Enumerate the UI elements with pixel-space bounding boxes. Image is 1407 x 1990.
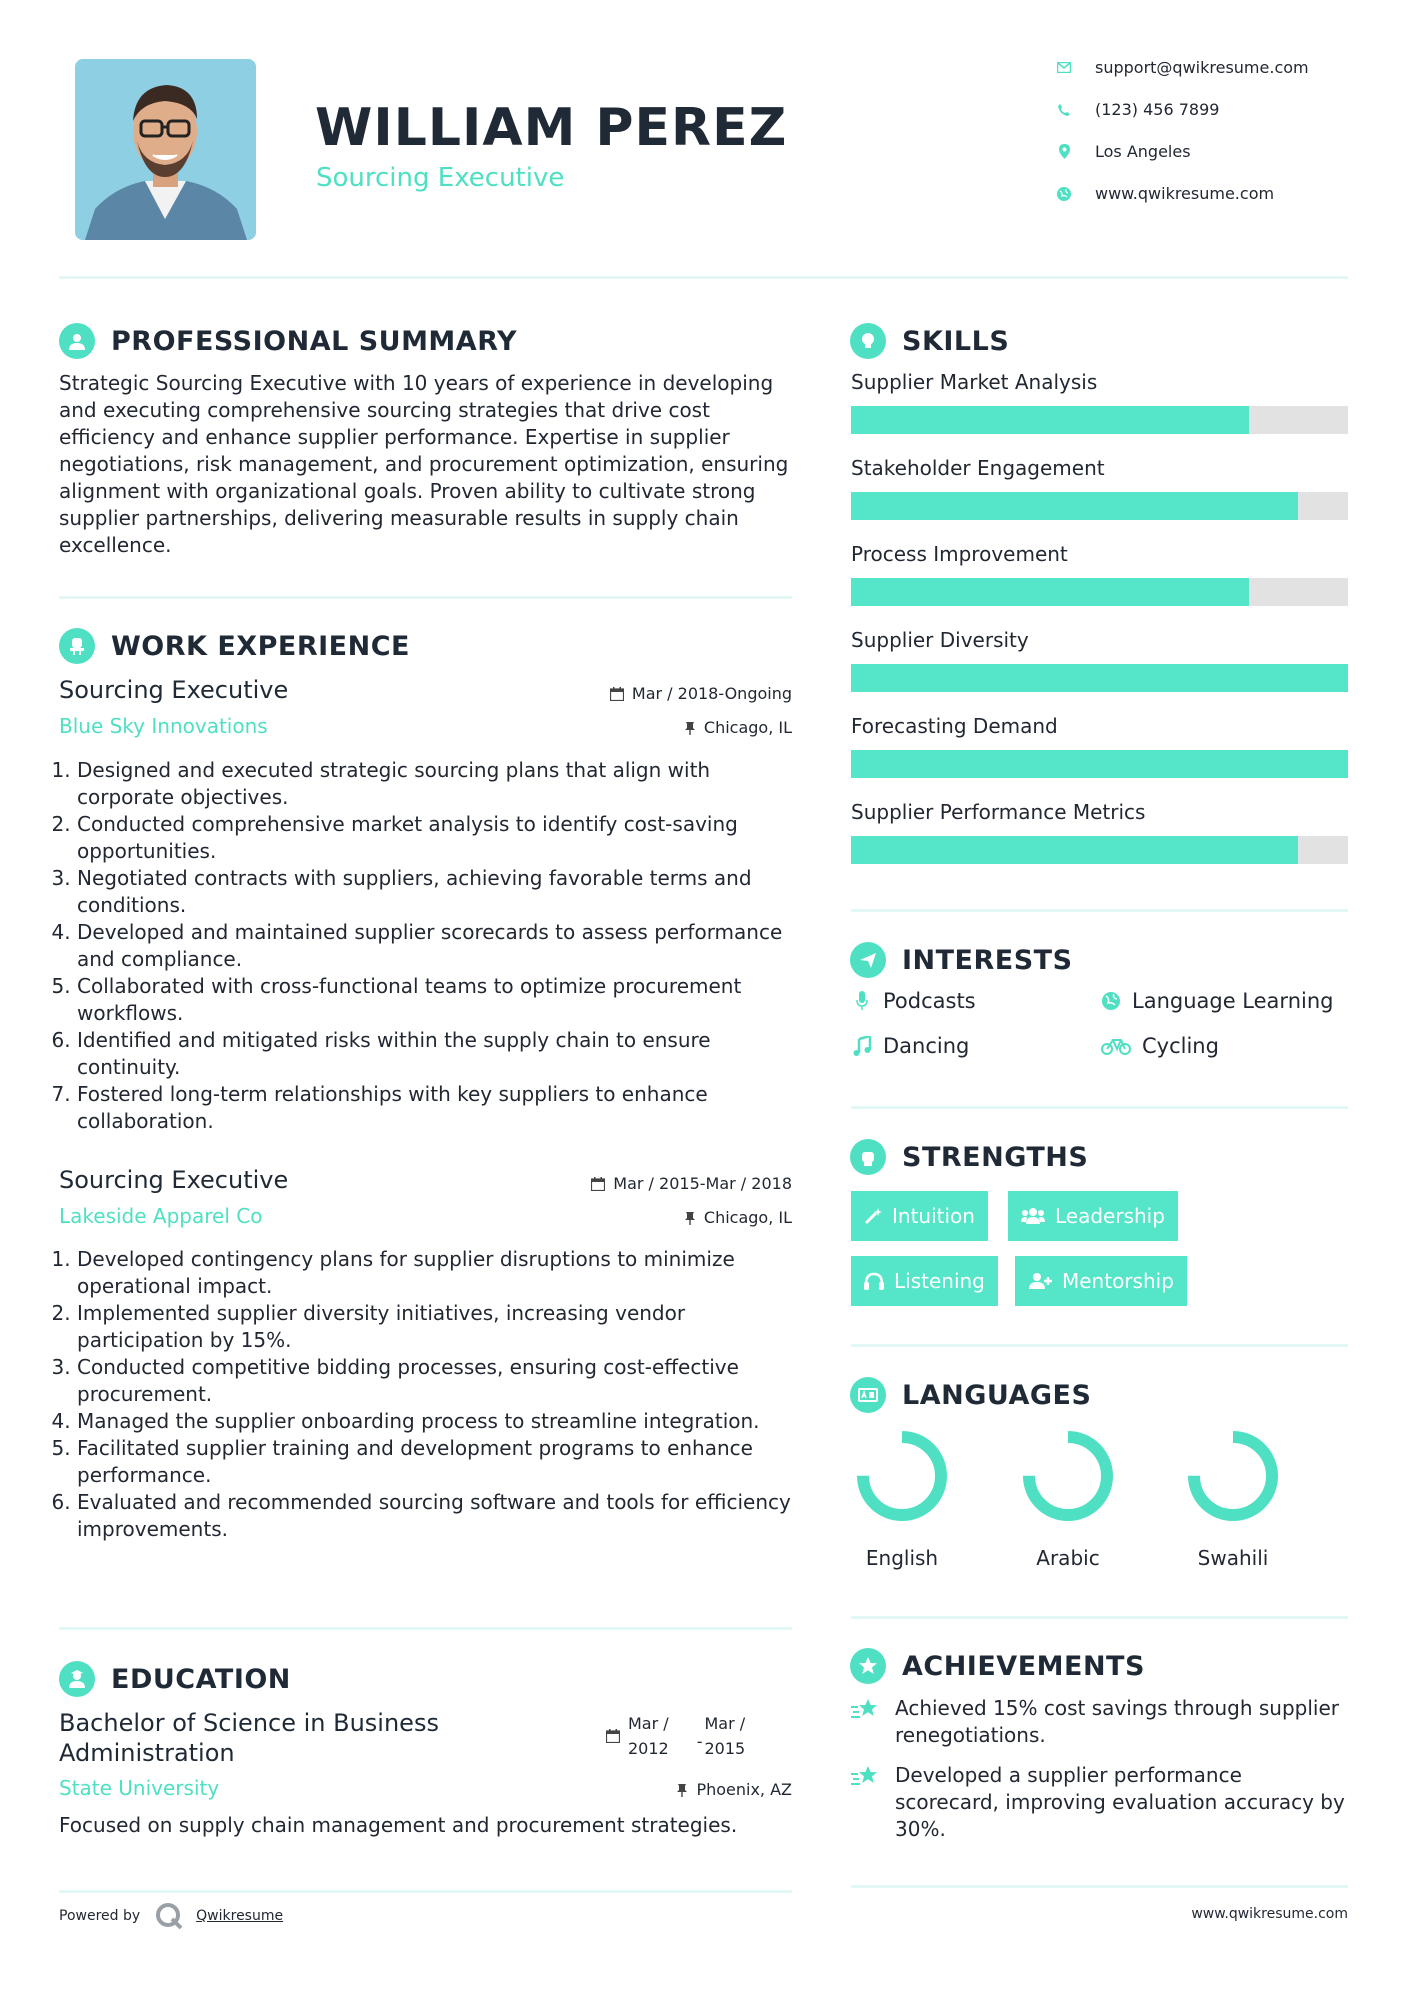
star-award-icon [851,1762,881,1843]
education-school: State University [59,1776,220,1800]
qwikresume-logo-icon [154,1901,184,1931]
languages-heading: LANGUAGES [850,1377,1091,1413]
skill-bar [851,578,1348,606]
phone-icon [1055,101,1073,119]
list-item: 6. Identified and mitigated risks within the supply chain to ensure continuity. [77,1027,799,1081]
skill-bar-fill [851,492,1298,520]
skill-label: Supplier Performance Metrics [851,800,1146,824]
interests-divider [851,1106,1348,1109]
fist-icon [850,1139,886,1175]
languages-divider [851,1616,1348,1619]
strength-mentorship: Mentorship [1015,1256,1187,1306]
footer-powered: Powered by Qwikresume [59,1901,283,1931]
email-text: support@qwikresume.com [1095,58,1309,77]
education-location: Phoenix, AZ [520,1780,792,1799]
strength-listening: Listening [851,1256,998,1306]
contact-location [1055,142,1191,161]
strength-leadership: Leadership [1008,1191,1178,1241]
calendar-icon [591,1177,605,1191]
envelope-icon [1055,59,1073,77]
website-text: www.qwikresume.com [1095,184,1275,203]
job-1-title: Sourcing Executive [59,676,289,704]
skill-bar [851,492,1348,520]
star-badge-icon [850,1648,886,1684]
list-item: 4. Managed the supplier onboarding process to streamline integration. [77,1408,799,1435]
strength-intuition: Intuition [851,1191,988,1241]
skill-label: Supplier Market Analysis [851,370,1098,394]
skill-label: Process Improvement [851,542,1068,566]
list-item: 2. Implemented supplier diversity initiatives, increasing vendor participation by 15%. [77,1300,799,1354]
language-icon [850,1377,886,1413]
summary-heading: PROFESSIONAL SUMMARY [59,323,517,359]
calendar-icon [606,1729,620,1743]
headphones-icon [864,1272,884,1290]
list-item: 5. Facilitated supplier training and development programs to enhance performance. [77,1435,799,1489]
contact-email[interactable] [1055,58,1309,77]
globe-icon [1100,991,1122,1011]
skills-list [851,370,1348,886]
skill-item [851,714,1348,778]
list-item: 6. Evaluated and recommended sourcing software and tools for efficiency improvements. [77,1489,799,1543]
interest-language-learning: Language Learning [1100,989,1333,1013]
graduate-icon [59,1661,95,1697]
contact-website[interactable] [1055,184,1274,203]
list-item: 3. Negotiated contracts with suppliers, achieving favorable terms and conditions. [77,865,799,919]
pushpin-icon [684,1211,696,1225]
user-plus-icon [1028,1272,1052,1290]
skill-bar [851,836,1348,864]
experience-divider [59,1627,792,1630]
skill-item [851,800,1348,864]
candidate-name: WILLIAM PEREZ [315,98,788,158]
skill-bar-fill [851,578,1249,606]
education-dates: Mar / 2012 - Mar / 2015 [606,1711,745,1761]
interest-podcasts: Podcasts [851,989,976,1013]
location-text: Los Angeles [1095,142,1191,161]
summary-divider [59,596,792,599]
list-item: 5. Collaborated with cross-functional teams to optimize procurement workflows. [77,973,799,1027]
language-item [998,1428,1138,1570]
list-item: 1. Designed and executed strategic sourcing plans that align with corporate objectives. [77,757,799,811]
star-award-icon [851,1695,881,1749]
magic-wand-icon [864,1207,882,1225]
list-item: 4. Developed and maintained supplier scorecards to assess performance and compliance. [77,919,799,973]
interest-dancing: Dancing [851,1034,969,1058]
calendar-icon [610,687,624,701]
achievements-heading: ACHIEVEMENTS [850,1648,1145,1684]
job-1-company: Blue Sky Innovations [59,714,268,738]
job-2-title: Sourcing Executive [59,1166,289,1194]
chair-icon [59,628,95,664]
skill-item [851,370,1348,434]
education-heading: EDUCATION [59,1661,291,1697]
language-ring [998,1428,1138,1528]
qwikresume-link[interactable]: Qwikresume [196,1908,284,1924]
list-item: 7. Fostered long-term relationships with key suppliers to enhance collaboration. [77,1081,799,1135]
job-1-location: Chicago, IL [520,718,792,737]
skill-label: Supplier Diversity [851,628,1029,652]
job-2-company: Lakeside Apparel Co [59,1204,263,1228]
skill-item [851,628,1348,692]
skill-bar [851,664,1348,692]
pushpin-icon [676,1783,688,1797]
language-label: English [865,1546,939,1570]
skill-bar [851,406,1348,434]
skills-divider [851,909,1348,912]
language-ring-arc [863,1437,941,1515]
language-ring-arc [1029,1437,1107,1515]
user-icon [59,323,95,359]
paper-plane-icon [850,942,886,978]
skills-heading: SKILLS [850,323,1009,359]
list-item: 2. Conducted comprehensive market analysis to identify cost-saving opportunities. [77,811,799,865]
skill-label: Stakeholder Engagement [851,456,1105,480]
list-item: 3. Conducted competitive bidding processes, ensuring cost-effective procurement. [77,1354,799,1408]
interest-cycling: Cycling [1100,1034,1219,1058]
contact-phone[interactable] [1055,100,1219,119]
strengths-divider [851,1344,1348,1347]
job-2-location: Chicago, IL [520,1208,792,1227]
map-pin-icon [1055,143,1073,161]
skill-item [851,542,1348,606]
education-description: Focused on supply chain management and procurement strategies. [59,1813,738,1837]
skill-bar-fill [851,836,1298,864]
skill-item [851,456,1348,520]
candidate-role: Sourcing Executive [316,163,565,193]
skill-bar [851,750,1348,778]
education-divider [59,1890,792,1893]
pushpin-icon [684,721,696,735]
skill-bar-fill [851,406,1249,434]
language-ring [832,1428,972,1528]
skill-bar-fill [851,750,1348,778]
job-1-date: Mar / 2018-Ongoing [520,684,792,703]
skill-bar-fill [851,664,1348,692]
microphone-icon [851,991,873,1011]
footer-website[interactable]: www.qwikresume.com [1191,1906,1348,1922]
language-item [1163,1428,1303,1570]
language-label: Arabic [1036,1546,1100,1570]
achievement-item: Achieved 15% cost savings through supplier renegotiations. [851,1695,1348,1749]
job-2-date: Mar / 2015-Mar / 2018 [520,1174,792,1193]
achievements-divider [851,1885,1348,1888]
language-ring-arc [1194,1437,1272,1515]
summary-text: Strategic Sourcing Executive with 10 years of experience in developing and executing comprehensive sourcing strategies that drive cost efficiency and enhance supplier performance. Expertise in supplier negotiations, risk management, and procurement optimization, ensuring alignment with organizational goals. Proven ability to cultivate strong supplier partnerships, delivering measurable results in supply chain excellence. [59,371,789,557]
skill-label: Forecasting Demand [851,714,1058,738]
users-icon [1021,1207,1045,1225]
experience-heading: WORK EXPERIENCE [59,628,410,664]
interests-heading: INTERESTS [850,942,1073,978]
list-item: 1. Developed contingency plans for supplier disruptions to minimize operational impact. [77,1246,799,1300]
language-label: Swahili [1197,1546,1269,1570]
strengths-heading: STRENGTHS [850,1139,1088,1175]
header-divider [59,276,1348,279]
lightbulb-icon [850,323,886,359]
bicycle-icon [1100,1037,1132,1055]
education-degree: Bachelor of Science in Business Administration [59,1709,439,1767]
profile-photo [75,59,256,240]
music-note-icon [851,1036,873,1056]
language-ring [1163,1428,1303,1528]
achievement-item: Developed a supplier performance scorecard, improving evaluation accuracy by 30%. [851,1762,1348,1843]
globe-icon [1055,185,1073,203]
job-1-duties [59,757,799,1135]
phone-text: (123) 456 7899 [1095,100,1220,119]
job-2-duties [59,1246,799,1543]
language-item [832,1428,972,1570]
